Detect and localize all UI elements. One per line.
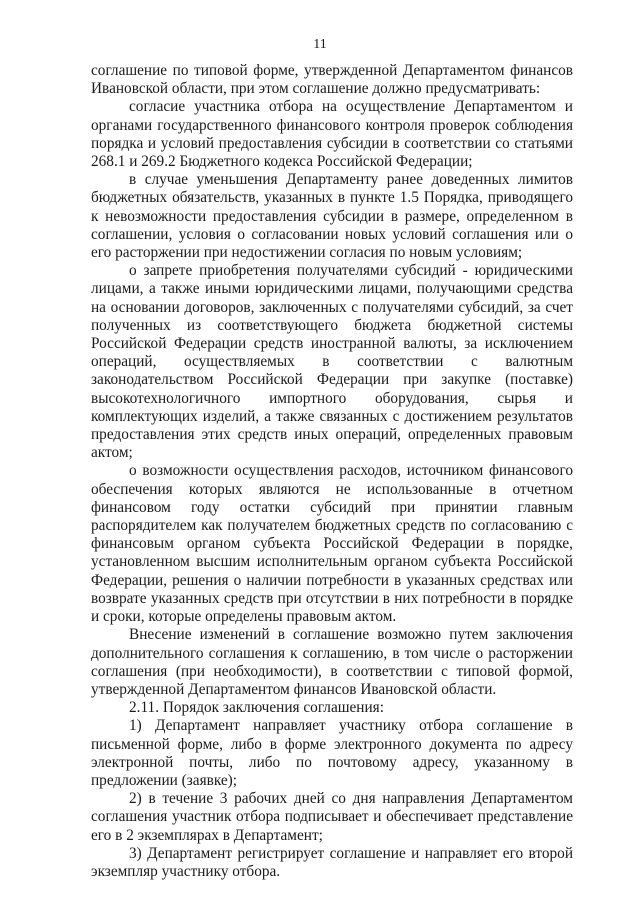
paragraph-consent-control: согласие участника отбора на осуществление Департаментом и органами государственного финансового контроля проверок соблюдения порядка и условий предоставления субсидии в соответствии со статьями 268.1 и 269.2 Бюджетного кодекса Российской Федерации; <box>91 98 573 171</box>
document-body <box>91 62 573 881</box>
list-item-3: 3) Департамент регистрирует соглашение и направляет его второй экземпляр участнику отбора. <box>91 844 573 880</box>
paragraph-unused-balances: о возможности осуществления расходов, источником финансового обеспечения которых являются не использованные в отчетном финансовом году остатки субсидий при принятии главным распорядителем как получателем бюджетных средств по согласованию с финансовым органом субъекта Российской Федерации в порядке, установленном высшим исполнительным органом субъекта Российской Федерации, решения о наличии потребности в указанных средствах или возврате указанных средств при отсутствии в них потребности в порядке и сроки, которые определены правовым актом. <box>91 462 573 626</box>
section-heading-2-11: 2.11. Порядок заключения соглашения: <box>129 699 384 717</box>
paragraph-limits-reduction: в случае уменьшения Департаменту ранее доведенных лимитов бюджетных обязательств, указанных в пункте 1.5 Порядка, приводящего к невозможности предоставления субсидии в размере, определенном в соглашении, условия о согласовании новых условий соглашения или о его расторжении при недостижении согласия по новым условиям; <box>91 171 573 262</box>
paragraph-amendments: Внесение изменений в соглашение возможно путем заключения дополнительного соглашения к соглашению, в том числе о расторжении соглашения (при необходимости), в соответствии с типовой формой, утвержденной Департаментом финансов Ивановской области. <box>91 626 573 698</box>
paragraph-agreement-intro: соглашение по типовой форме, утвержденной Департаментом финансов Ивановской области, при этом соглашение должно предусматривать: <box>91 62 573 98</box>
paragraph-currency-ban: о запрете приобретения получателями субсидий - юридическими лицами, а также иными юридическими лицами, получающими средства на основании договоров, заключенных с получателями субсидий, за счет полученных из соответствующего бюджета бюджетной системы Российской Федерации средств иностранной валюты, за исключением операций, осуществляемых в соответствии с валютным законодательством Российской Федерации при закупке (поставке) высокотехнологичного импортного оборудования, сырья и комплектующих изделий, а также связанных с достижением результатов предоставления этих средств иных операций, определенных правовым актом; <box>91 262 573 462</box>
list-item-2: 2) в течение 3 рабочих дней со дня направления Департаментом соглашения участник отбора подписывает и обеспечивает представление его в 2 экземплярах в Департамент; <box>91 790 573 844</box>
page-number: 11 <box>313 37 327 52</box>
list-item-1: 1) Департамент направляет участнику отбора соглашение в письменной форме, либо в форме электронного документа по адресу электронной почты, либо по почтовому адресу, указанному в предложении (заявке); <box>91 717 573 789</box>
